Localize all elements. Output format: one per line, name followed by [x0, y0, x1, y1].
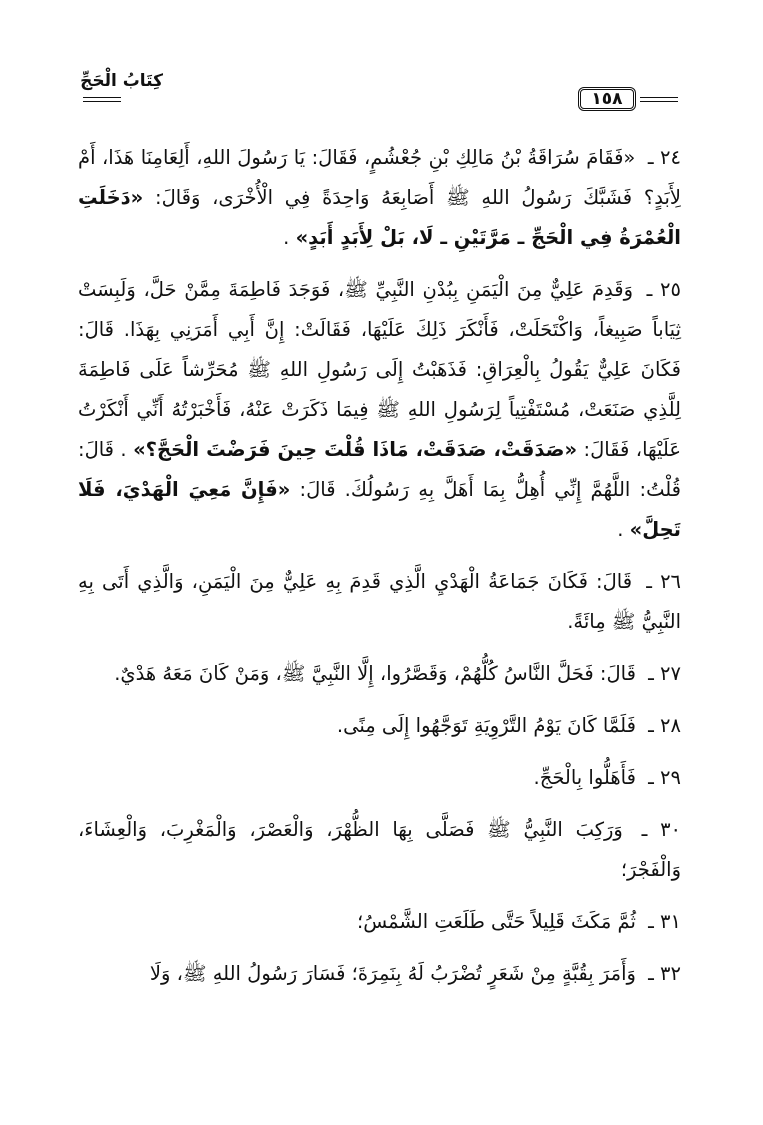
header-rule-right-second [640, 101, 678, 102]
paragraph-text: قَالَ: فَكَانَ جَمَاعَةُ الْهَدْيِ الَّذِي قَدِمَ بِهِ عَلِيٌّ مِنَ الْيَمَنِ، وَالَّذِي أَتَى بِهِ النَّبِيُّ ﷺ مِائَةً. [78, 570, 681, 633]
paragraph-number: ٣٢ ـ [648, 962, 681, 985]
paragraph-text: «فَقَامَ سُرَاقَةُ بْنُ مَالِكِ بْنِ جُعْشُمٍ، فَقَالَ: يَا رَسُولَ اللهِ، أَلِعَامِنَا هَذَا، أَمْ لِأَبَدٍ؟ فَشَبَّكَ رَسُولُ اللهِ ﷺ أَصَابِعَهُ وَاحِدَةً فِي الْأُخْرَى، وَقَالَ: [78, 146, 681, 209]
paragraph-25 [78, 270, 681, 550]
running-title: كِتَابُ الْحَجِّ [80, 71, 163, 91]
paragraph-32 [78, 954, 681, 994]
header-rule-left [83, 97, 121, 98]
paragraph-number: ٢٨ ـ [648, 714, 681, 737]
paragraph-24 [78, 138, 681, 258]
paragraph-text: وَقَدِمَ عَلِيٌّ مِنَ الْيَمَنِ بِبُدْنِ النَّبِيِّ ﷺ، فَوَجَدَ فَاطِمَةَ مِمَّنْ حَلَّ، وَلَبِسَتْ ثِيَاباً صَبِيغاً، وَاكْتَحَلَتْ، فَأَنْكَرَ ذَلِكَ عَلَيْهَا، فَقَالَتْ: إِنَّ أَبِي أَمَرَنِي بِهَذَا. قَالَ: فَكَانَ عَلِيٌّ يَقُولُ بِالْعِرَاقِ: فَذَهَبْتُ إِلَى رَسُولِ اللهِ ﷺ مُحَرِّشاً عَلَى فَاطِمَةَ لِلَّذِي صَنَعَتْ، مُسْتَفْتِياً لِرَسُولِ اللهِ ﷺ فِيمَا ذَكَرَتْ عَنْهُ، فَأَخْبَرْتُهُ أَنِّي أَنْكَرْتُ عَلَيْهَا، فَقَالَ: [78, 278, 682, 461]
paragraph-number: ٢٥ ـ [646, 278, 681, 301]
paragraph-text-end: . [617, 518, 624, 541]
paragraph-number: ٢٦ ـ [646, 570, 682, 593]
body-text [78, 138, 681, 1006]
paragraph-31 [78, 902, 681, 942]
paragraph-27 [78, 654, 681, 694]
paragraph-text: ثُمَّ مَكَثَ قَلِيلاً حَتَّى طَلَعَتِ الشَّمْسُ؛ [357, 910, 636, 933]
paragraph-text: فَأَهَلُّوا بِالْحَجِّ. [533, 766, 636, 789]
paragraph-29 [78, 758, 681, 798]
paragraph-number: ٣٠ ـ [641, 818, 682, 841]
paragraph-number: ٣١ ـ [648, 910, 681, 933]
paragraph-28 [78, 706, 681, 746]
paragraph-text: وَأَمَرَ بِقُبَّةٍ مِنْ شَعَرٍ تُضْرَبُ لَهُ بِنَمِرَةَ؛ فَسَارَ رَسُولُ اللهِ ﷺ، وَلَا [149, 962, 636, 985]
prophet-quote: «دَخَلَتِ الْعُمْرَةُ فِي الْحَجِّ ـ مَرَّتَيْنِ ـ لَا، بَلْ لِأَبَدٍ أَبَدٍ» [78, 186, 681, 249]
paragraph-text: وَرَكِبَ النَّبِيُّ ﷺ فَصَلَّى بِهَا الظُّهْرَ، وَالْعَصْرَ، وَالْمَغْرِبَ، وَالْعِشَاءَ، وَالْفَجْرَ؛ [78, 818, 681, 881]
paragraph-number: ٢٩ ـ [648, 766, 681, 789]
paragraph-number: ٢٤ ـ [647, 146, 681, 169]
paragraph-number: ٢٧ ـ [648, 662, 681, 685]
paragraph-text-end: . [283, 226, 290, 249]
prophet-quote: «صَدَقَتْ، صَدَقَتْ، مَاذَا قُلْتَ حِينَ فَرَضْتَ الْحَجَّ؟» [133, 438, 578, 461]
page-number: ١٥٨ [578, 87, 636, 111]
paragraph-text-middle: . قَالَ: قُلْتُ: اللَّهُمَّ إِنِّي أُهِلُّ بِمَا أَهَلَّ بِهِ رَسُولُكَ. قَالَ: [78, 438, 681, 501]
header-rule-right [640, 97, 678, 98]
paragraph-26 [78, 562, 681, 642]
paragraph-30 [78, 810, 681, 890]
paragraph-text: فَلَمَّا كَانَ يَوْمُ التَّرْوِيَةِ تَوَجَّهُوا إِلَى مِنًى. [336, 714, 636, 737]
header-rule-left-second [83, 101, 121, 102]
paragraph-text: قَالَ: فَحَلَّ النَّاسُ كُلُّهُمْ، وَقَصَّرُوا، إِلَّا النَّبِيَّ ﷺ، وَمَنْ كَانَ مَعَهُ هَدْيٌ. [114, 662, 636, 685]
prophet-quote-2: «فَإِنَّ مَعِيَ الْهَدْيَ، فَلَا تَحِلَّ» [78, 478, 681, 541]
